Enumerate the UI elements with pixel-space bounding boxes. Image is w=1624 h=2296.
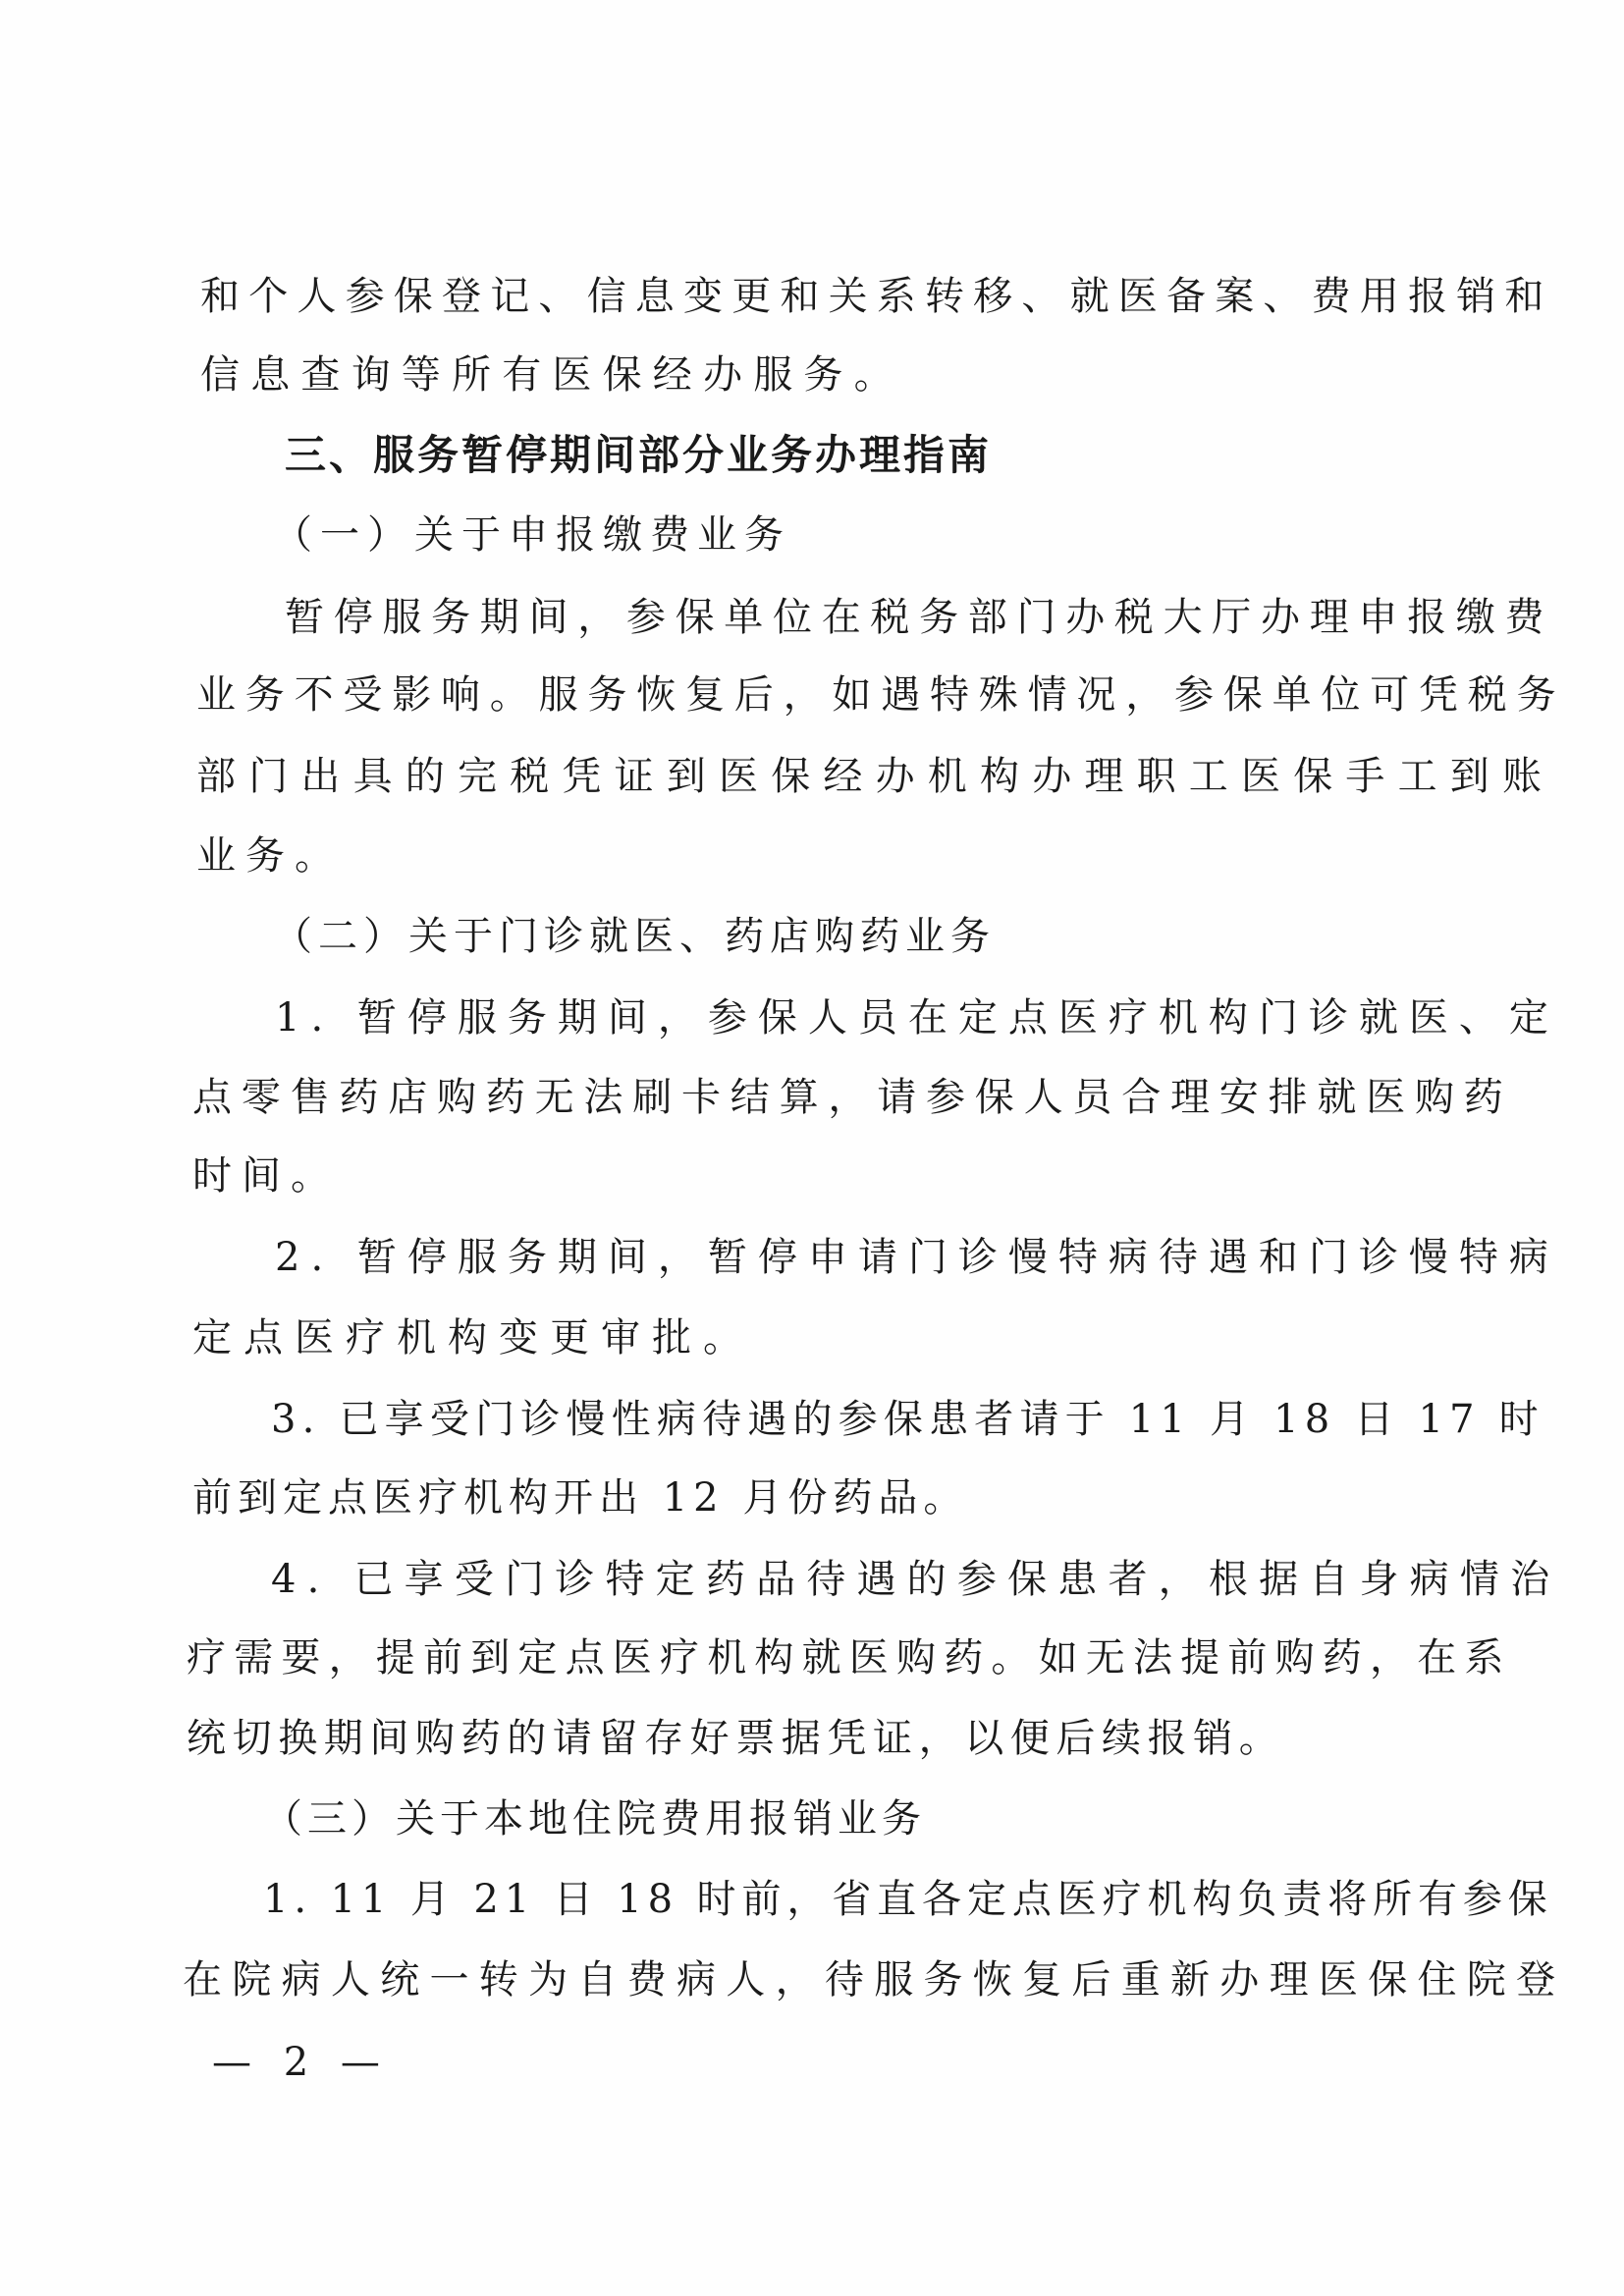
paragraph-line: 统切换期间购药的请留存好票据凭证，以便后续报销。	[187, 1716, 1285, 1761]
paragraph-line: 和个人参保登记、信息变更和关系转移、就医备案、费用报销和	[200, 274, 1553, 319]
paragraph-line: 疗需要，提前到定点医疗机构就医购药。如无法提前购药，在系	[187, 1635, 1512, 1681]
subsection-heading: （二）关于门诊就医、药店购药业务	[273, 914, 996, 959]
paragraph-line: 业务不受影响。服务恢复后，如遇特殊情况，参保单位可凭税务	[196, 672, 1566, 718]
paragraph-line: 在院病人统一转为自费病人，待服务恢复后重新办理医保住院登	[183, 1957, 1566, 2002]
paragraph-line: 时间。	[192, 1153, 340, 1199]
subsection-heading: （一）关于申报缴费业务	[273, 512, 791, 558]
subsection-heading: （三）关于本地住院费用报销业务	[263, 1796, 926, 1842]
page-number: — 2 —	[212, 2040, 390, 2085]
paragraph-line: 部门出具的完税凭证到医保经办机构办理职工医保手工到账	[196, 754, 1555, 799]
paragraph-line: 1. 暂停服务期间，参保人员在定点医疗机构门诊就医、定	[275, 995, 1559, 1041]
paragraph-line: 1. 11 月 21 日 18 时前，省直各定点医疗机构负责将所有参保	[263, 1877, 1553, 1922]
paragraph-line: 信息查询等所有医保经办服务。	[200, 352, 904, 398]
paragraph-line: 业务。	[196, 833, 344, 879]
paragraph-line: 3. 已享受门诊慢性病待遇的参保患者请于 11 月 18 日 17 时	[271, 1397, 1544, 1442]
paragraph-line: 点零售药店购药无法刷卡结算，请参保人员合理安排就医购药	[192, 1075, 1513, 1120]
paragraph-line: 暂停服务期间，参保单位在税务部门办税大厅办理申报缴费	[285, 595, 1554, 640]
paragraph-line: 2. 暂停服务期间，暂停申请门诊慢特病待遇和门诊慢特病	[275, 1235, 1559, 1280]
paragraph-line: 4. 已享受门诊特定药品待遇的参保患者，根据自身病情治	[271, 1557, 1561, 1602]
section-heading: 三、服务暂停期间部分业务办理指南	[285, 431, 993, 479]
paragraph-line: 前到定点医疗机构开出 12 月份药品。	[192, 1475, 969, 1521]
paragraph-line: 定点医疗机构变更审批。	[192, 1315, 754, 1361]
